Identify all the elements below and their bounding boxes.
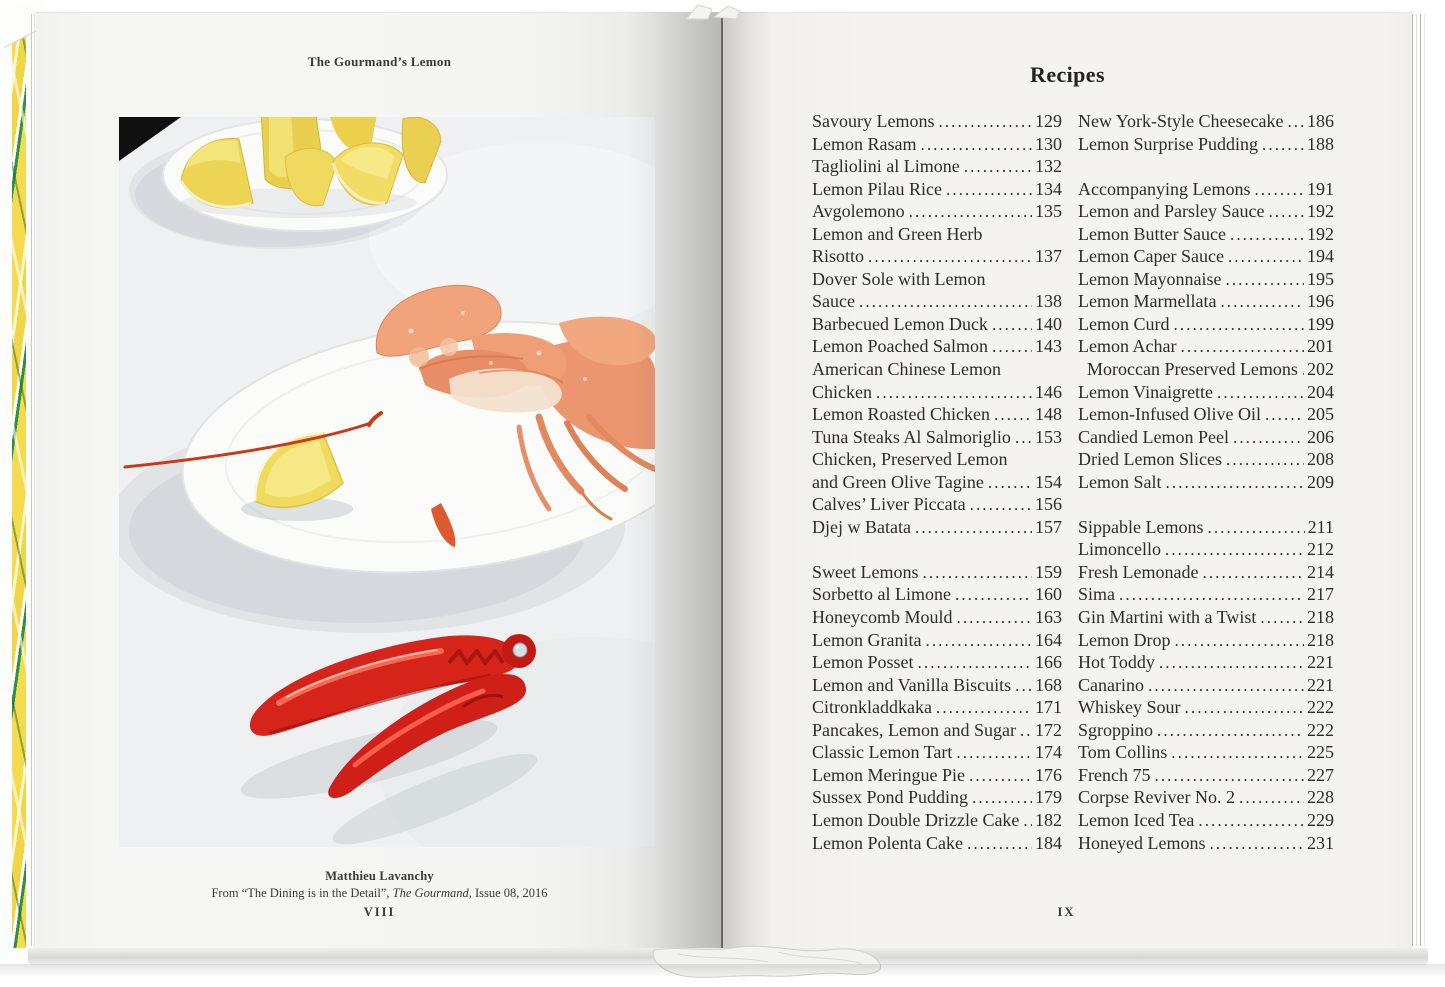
toc-row <box>812 381 1062 404</box>
marbled-page-edge-texture <box>12 24 26 948</box>
toc-row <box>1078 516 1334 539</box>
toc-dot-leader <box>964 155 1032 178</box>
toc-dot-leader <box>1226 448 1304 471</box>
toc-dot-leader <box>1174 629 1304 652</box>
toc-dot-leader <box>1217 381 1304 404</box>
toc-row <box>812 629 1062 652</box>
toc-dot-leader <box>970 493 1032 516</box>
table-shadow <box>0 964 1445 980</box>
book-spine-gutter <box>721 12 723 948</box>
toc-row <box>812 606 1062 629</box>
toc-entry-label: Lemon Polenta Cake <box>812 832 963 853</box>
toc-row <box>1078 809 1334 832</box>
toc-entry-label: New York-Style Cheesecake <box>1078 111 1284 131</box>
toc-dot-leader <box>1207 516 1304 539</box>
toc-entry-label: Lemon Pilau Rice <box>812 178 942 199</box>
toc-dot-leader <box>1174 313 1305 336</box>
toc-dot-leader <box>1225 268 1304 291</box>
right-page-number: IX <box>1057 905 1076 919</box>
toc-dot-leader <box>956 741 1032 764</box>
toc-row <box>812 110 1062 133</box>
toc-row <box>812 178 1062 201</box>
toc-dot-leader <box>915 516 1032 539</box>
toc-page-number: 195 <box>1307 268 1334 289</box>
cracker-rivet <box>513 643 527 657</box>
toc-page-number: 229 <box>1307 809 1334 830</box>
toc-page-number: 228 <box>1307 787 1334 808</box>
toc-page-number: 159 <box>1035 561 1062 582</box>
toc-dot-leader <box>988 471 1032 494</box>
toc-row <box>1078 245 1334 268</box>
toc-entry-label: Djej w Batata <box>812 516 911 537</box>
toc-entry-label: Fresh Lemonade <box>1078 561 1199 582</box>
toc-page-number: 184 <box>1035 832 1062 853</box>
toc-page-number: 137 <box>1035 246 1062 267</box>
toc-row <box>812 358 1062 381</box>
toc-page-number: 146 <box>1035 381 1062 402</box>
toc-entry-label: Sussex Pond Pudding <box>812 787 969 808</box>
toc-entry-label: Sorbetto al Limone <box>812 584 951 605</box>
toc-page-number: 204 <box>1307 381 1334 402</box>
page-edge-line <box>1420 14 1421 946</box>
toc-dot-leader <box>1265 403 1304 426</box>
toc-page-number: 132 <box>1035 156 1062 177</box>
toc-dot-leader <box>1180 335 1304 358</box>
toc-dot-leader <box>967 832 1032 855</box>
toc-entry-label: Tagliolini al Limone <box>812 156 960 177</box>
toc-page-number: 156 <box>1035 494 1062 515</box>
toc-row <box>1078 832 1334 855</box>
toc-entry-label: Lemon Surprise Pudding <box>1078 133 1258 154</box>
toc-row <box>1078 629 1334 652</box>
page-edge-line <box>31 14 32 946</box>
toc-dot-leader <box>1262 133 1304 156</box>
toc-row <box>1078 471 1334 494</box>
toc-dot-leader <box>969 764 1032 787</box>
toc-page-number: 176 <box>1035 764 1062 785</box>
toc-gap <box>812 538 1062 561</box>
toc-gap <box>1078 493 1334 516</box>
toc-row <box>812 583 1062 606</box>
toc-entry-label: Lemon and Parsley Sauce <box>1078 201 1265 222</box>
toc-row <box>812 809 1062 832</box>
toc-page-number: 202 <box>1307 359 1334 380</box>
toc-row <box>812 245 1062 268</box>
toc-page-number: 154 <box>1035 471 1062 492</box>
toc-dot-leader <box>1268 200 1304 223</box>
toc-page-number: 225 <box>1307 742 1334 763</box>
toc-page-number: 214 <box>1307 561 1334 582</box>
toc-row <box>1078 448 1334 471</box>
toc-page-number: 166 <box>1035 652 1062 673</box>
toc-entry-label: Barbecued Lemon Duck <box>812 313 988 334</box>
toc-entry-label: Sweet Lemons <box>812 561 919 582</box>
toc-entry-label: Dried Lemon Slices <box>1078 449 1222 470</box>
toc-entry-label: Savoury Lemons <box>812 111 935 131</box>
page-edge-line <box>1412 14 1413 946</box>
lobster-photo <box>119 117 655 847</box>
toc-entry-label: Limoncello <box>1078 539 1161 560</box>
toc-row <box>812 786 1062 809</box>
toc-gap <box>1078 155 1334 178</box>
toc-page-number: 194 <box>1307 246 1334 267</box>
toc-row <box>812 493 1062 516</box>
toc-entry-label: Chicken, Preserved Lemon <box>812 449 1008 470</box>
toc-row <box>1078 696 1334 719</box>
toc-entry-label: Lemon Mayonnaise <box>1078 268 1222 289</box>
toc-page-number: 174 <box>1035 742 1062 763</box>
toc-page-number: 135 <box>1035 201 1062 222</box>
toc-row <box>812 426 1062 449</box>
toc-entry-label: Lemon Iced Tea <box>1078 809 1195 830</box>
toc-dot-leader <box>1154 764 1304 787</box>
toc-dot-leader <box>994 403 1032 426</box>
toc-entry-label: Whiskey Sour <box>1078 697 1181 718</box>
caption-photographer: Matthieu Lavanchy <box>325 869 434 883</box>
toc-entry-label: Lemon Poached Salmon <box>812 336 988 357</box>
toc-page-number: 211 <box>1307 516 1334 537</box>
toc-dot-leader <box>1171 741 1304 764</box>
toc-entry-label: Lemon Meringue Pie <box>812 764 965 785</box>
toc-dot-leader <box>1260 606 1304 629</box>
toc-entry-label: Tom Collins <box>1078 742 1168 763</box>
toc-dot-leader <box>956 606 1032 629</box>
toc-row <box>1078 719 1334 742</box>
toc-entry-label: American Chinese Lemon <box>812 359 1001 380</box>
toc-row <box>1078 674 1334 697</box>
caption-source: From “The Dining is in the Detail”, The Gourmand, Issue 08, 2016 <box>211 886 548 900</box>
toc-entry-label: Hot Toddy <box>1078 652 1155 673</box>
toc-dot-leader <box>1287 110 1304 133</box>
toc-row <box>812 471 1062 494</box>
toc-row <box>1078 764 1334 787</box>
toc-dot-leader <box>1254 178 1304 201</box>
toc-page-number: 205 <box>1307 404 1334 425</box>
toc-entry-label: Risotto <box>812 246 865 267</box>
lobster-photo-illustration <box>119 117 655 847</box>
toc-dot-leader <box>1202 561 1304 584</box>
toc-row <box>1078 426 1334 449</box>
toc-dot-leader <box>936 696 1032 719</box>
toc-row <box>1078 381 1334 404</box>
toc-row <box>1078 606 1334 629</box>
toc-row <box>812 674 1062 697</box>
toc-dot-leader <box>1157 719 1304 742</box>
toc-row <box>812 832 1062 855</box>
toc-entry-label: Lemon Drop <box>1078 629 1171 650</box>
toc-page-number: 186 <box>1307 111 1334 131</box>
toc-entry-label: Gin Martini with a Twist <box>1078 607 1257 628</box>
toc-page-number: 143 <box>1035 336 1062 357</box>
toc-page-number: 231 <box>1307 832 1334 853</box>
toc-entry-label: Lemon Caper Sauce <box>1078 246 1224 267</box>
toc-row <box>1078 110 1334 133</box>
toc-row <box>1078 741 1334 764</box>
toc-entry-label: and Green Olive Tagine <box>812 471 984 492</box>
toc-page-number: 129 <box>1035 111 1062 131</box>
toc-entry-label: Candied Lemon Peel <box>1078 426 1229 447</box>
toc-row <box>1078 403 1334 426</box>
toc-page-number: 191 <box>1307 178 1334 199</box>
toc-page-number: 221 <box>1307 674 1334 695</box>
toc-row <box>812 133 1062 156</box>
toc-dot-leader <box>1228 245 1304 268</box>
toc-dot-leader <box>868 245 1032 268</box>
toc-entry-label: Pancakes, Lemon and Sugar <box>812 719 1016 740</box>
toc-page-number: 171 <box>1035 697 1062 718</box>
toc-entry-label: Lemon Marmellata <box>1078 291 1217 312</box>
toc-entry-label: Moroccan Preserved Lemons <box>1087 359 1298 380</box>
toc-row <box>1078 313 1334 336</box>
toc-dot-leader <box>946 178 1032 201</box>
toc-row <box>812 200 1062 223</box>
toc-row <box>812 403 1062 426</box>
toc-page-number: 140 <box>1035 313 1062 334</box>
toc-row <box>1078 178 1334 201</box>
toc-dot-leader <box>1015 426 1032 449</box>
toc-entry-label: Honeyed Lemons <box>1078 832 1206 853</box>
toc-page-number: 221 <box>1307 652 1334 673</box>
toc-row <box>812 764 1062 787</box>
toc-row <box>812 651 1062 674</box>
toc-dot-leader <box>1015 674 1032 697</box>
toc-entry-label: Corpse Reviver No. 2 <box>1078 787 1235 808</box>
toc-dot-leader <box>1209 832 1304 855</box>
toc-row <box>812 516 1062 539</box>
toc-entry-label: Lemon and Vanilla Biscuits <box>812 674 1012 695</box>
page-edge-line <box>34 14 35 946</box>
toc-dot-leader <box>955 583 1032 606</box>
toc-entry-label: Lemon Salt <box>1078 471 1162 492</box>
toc-page-number: 138 <box>1035 291 1062 312</box>
toc-entry-label: Lemon Roasted Chicken <box>812 404 990 425</box>
toc-page-number: 130 <box>1035 133 1062 154</box>
toc-entry-label: Lemon and Green Herb <box>812 223 983 244</box>
toc-entry-label: Sippable Lemons <box>1078 516 1204 537</box>
toc-dot-leader <box>1119 583 1304 606</box>
spine-headband <box>678 1 750 21</box>
toc-page-number: 168 <box>1035 674 1062 695</box>
toc-dot-leader <box>972 786 1032 809</box>
toc-dot-leader <box>1230 223 1304 246</box>
toc-row <box>812 561 1062 584</box>
toc-dot-leader <box>922 561 1032 584</box>
toc-dot-leader <box>938 110 1032 133</box>
toc-row <box>1078 561 1334 584</box>
toc-entry-label: Dover Sole with Lemon <box>812 268 986 289</box>
toc-page-number: 196 <box>1307 291 1334 312</box>
toc-entry-label: Chicken <box>812 381 872 402</box>
toc-page-number: 192 <box>1307 201 1334 222</box>
toc-dot-leader <box>1220 290 1304 313</box>
toc-page-number: 212 <box>1307 539 1334 560</box>
recipes-title: Recipes <box>1030 62 1105 87</box>
toc-row <box>1078 133 1334 156</box>
page-edge-line <box>1416 14 1417 946</box>
toc-dot-leader <box>992 313 1032 336</box>
toc-dot-leader <box>1166 471 1305 494</box>
running-header: The Gourmand’s Lemon <box>307 54 452 69</box>
toc-page-number: 164 <box>1035 629 1062 650</box>
toc-dot-leader <box>909 200 1032 223</box>
toc-row <box>1078 651 1334 674</box>
toc-entry-label: Lemon Vinaigrette <box>1078 381 1214 402</box>
toc-row <box>1078 223 1334 246</box>
toc-page-number: 206 <box>1307 426 1334 447</box>
toc-row <box>1078 358 1334 381</box>
toc-page-number: 222 <box>1307 697 1334 718</box>
toc-page-number: 199 <box>1307 313 1334 334</box>
toc-entry-label: Sima <box>1078 584 1116 605</box>
toc-dot-leader <box>1233 426 1304 449</box>
toc-row <box>812 223 1062 246</box>
toc-row <box>812 741 1062 764</box>
toc-dot-leader <box>925 629 1032 652</box>
toc-row <box>1078 538 1334 561</box>
toc-dot-leader <box>859 290 1032 313</box>
toc-dot-leader <box>1302 358 1304 381</box>
toc-page-number: 217 <box>1307 584 1334 605</box>
toc-dot-leader <box>920 133 1032 156</box>
toc-page-number: 208 <box>1307 449 1334 470</box>
toc-entry-label: Lemon Double Drizzle Cake <box>812 809 1020 830</box>
toc-row <box>812 155 1062 178</box>
toc-page-number: 179 <box>1035 787 1062 808</box>
left-page-number: VIII <box>363 905 396 919</box>
toc-dot-leader <box>1159 651 1304 674</box>
toc-page-number: 157 <box>1035 516 1062 537</box>
toc-dot-leader <box>876 381 1032 404</box>
toc-dot-leader <box>1148 674 1304 697</box>
toc-row <box>812 335 1062 358</box>
toc-entry-label: Tuna Steaks Al Salmoriglio <box>812 426 1011 447</box>
toc-row <box>812 696 1062 719</box>
toc-row <box>812 268 1062 291</box>
toc-page-number: 182 <box>1035 809 1062 830</box>
toc-page-number: 188 <box>1307 133 1334 154</box>
toc-page-number: 192 <box>1307 223 1334 244</box>
toc-entry-label: Citronkladdkaka <box>812 697 932 718</box>
toc-entry-label: Lemon Curd <box>1078 313 1170 334</box>
toc-page-number: 163 <box>1035 607 1062 628</box>
toc-entry-label: Accompanying Lemons <box>1078 178 1251 199</box>
toc-entry-label: Classic Lemon Tart <box>812 742 953 763</box>
toc-entry-label: Canarino <box>1078 674 1144 695</box>
toc-row <box>1078 583 1334 606</box>
toc-dot-leader <box>1198 809 1304 832</box>
toc-dot-leader <box>992 335 1032 358</box>
toc-entry-label: Lemon Rasam <box>812 133 917 154</box>
toc-page-number: 201 <box>1307 336 1334 357</box>
toc-page-number: 222 <box>1307 719 1334 740</box>
toc-dot-leader <box>1023 809 1032 832</box>
photo-caption <box>36 869 723 901</box>
toc-row <box>1078 200 1334 223</box>
toc-dot-leader <box>918 651 1033 674</box>
toc-entry-label: Sauce <box>812 291 855 312</box>
toc-entry-label: Calves’ Liver Piccata <box>812 494 966 515</box>
toc-row <box>1078 268 1334 291</box>
toc-entry-label: Lemon Granita <box>812 629 922 650</box>
toc-row <box>812 290 1062 313</box>
toc-page-number: 153 <box>1035 426 1062 447</box>
toc-entry-label: Lemon Butter Sauce <box>1078 223 1226 244</box>
toc-row <box>812 448 1062 471</box>
toc-row <box>812 719 1062 742</box>
toc-dot-leader <box>1185 696 1305 719</box>
toc-page-number: 227 <box>1307 764 1334 785</box>
toc-column-left <box>812 110 1062 854</box>
toc-dot-leader <box>1020 719 1032 742</box>
toc-column-right <box>1078 110 1334 854</box>
toc-entry-label: Avgolemono <box>812 201 905 222</box>
toc-entry-label: Lemon Achar <box>1078 336 1177 357</box>
toc-row <box>1078 786 1334 809</box>
toc-entry-label: French 75 <box>1078 764 1151 785</box>
toc-page-number: 134 <box>1035 178 1062 199</box>
toc-dot-leader <box>1239 786 1304 809</box>
toc-row <box>1078 335 1334 358</box>
toc-entry-label: Honeycomb Mould <box>812 607 953 628</box>
toc-row <box>812 313 1062 336</box>
toc-page-number: 209 <box>1307 471 1334 492</box>
toc-page-number: 172 <box>1035 719 1062 740</box>
toc-dot-leader <box>1165 538 1304 561</box>
toc-entry-label: Lemon-Infused Olive Oil <box>1078 404 1261 425</box>
toc-entry-label: Lemon Posset <box>812 652 914 673</box>
toc-row <box>1078 290 1334 313</box>
toc-page-number: 218 <box>1307 629 1334 650</box>
toc-page-number: 218 <box>1307 607 1334 628</box>
toc-page-number: 160 <box>1035 584 1062 605</box>
caption-source-title: The Gourmand <box>392 886 469 900</box>
toc-page-number: 148 <box>1035 404 1062 425</box>
page-edge-line <box>1424 14 1425 946</box>
toc-entry-label: Sgroppino <box>1078 719 1154 740</box>
